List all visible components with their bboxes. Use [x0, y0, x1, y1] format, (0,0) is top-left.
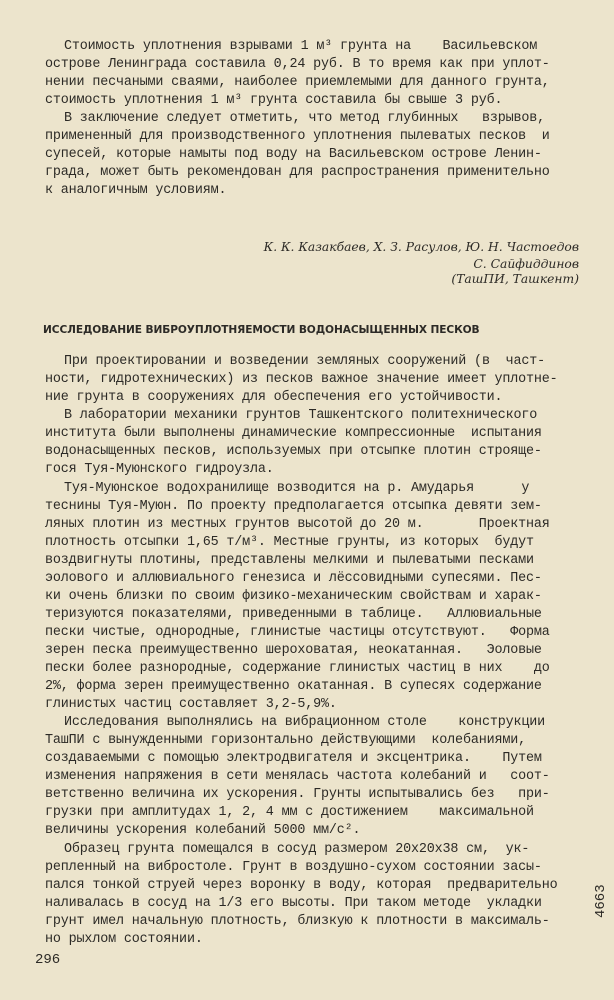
- text-line: зерен песка преимущественно шероховатая, неокатанная. Эоловые: [45, 643, 542, 658]
- text-line: института были выполнены динамические компрессионные испытания: [45, 426, 542, 441]
- text-line: гося Туя-Муюнского гидроузла.: [45, 462, 274, 477]
- text-line: ки очень близки по своим физико-механическим свойствам и харак-: [45, 589, 542, 604]
- text-line: наливалась в сосуд на 1/3 его высоты. При таком методе укладки: [45, 896, 542, 911]
- text-line: острове Ленинграда составила 0,24 руб. В то время как при уплот-: [45, 57, 550, 72]
- text-line: водонасыщенных песков, используемых при отсыпке плотин строяще-: [45, 444, 542, 459]
- text-line: воздвигнуты плотины, представлены мелкими и пылеватыми песками: [45, 553, 534, 568]
- text-line: Стоимость уплотнения взрывами 1 м³ грунта на Васильевском: [64, 39, 538, 54]
- page-number: 296: [35, 952, 61, 968]
- article-title: ИССЛЕДОВАНИЕ ВИБРОУПЛОТНЯЕМОСТИ ВОДОНАСЫЩЕННЫХ ПЕСКОВ: [43, 324, 480, 336]
- text-line: величины ускорения колебаний 5000 мм/с².: [45, 823, 361, 838]
- text-line: эолового и аллювиального генезиса и лёссовидными супесями. Пес-: [45, 571, 542, 586]
- text-line: пался тонкой струей через воронку в воду, которая предварительно: [45, 878, 558, 893]
- text-line: супесей, которые намыты под воду на Васильевском острове Ленин-: [45, 147, 542, 162]
- text-line: града, может быть рекомендован для распространения применительно: [45, 165, 550, 180]
- text-line: ветственно величина их ускорения. Грунты испытывались без при-: [45, 787, 550, 802]
- text-line: репленный на вибростоле. Грунт в воздушно-сухом состоянии засы-: [45, 860, 542, 875]
- text-line: ТашПИ с вынужденными горизонтально действующими колебаниями,: [45, 733, 527, 748]
- text-line: теризуются показателями, приведенными в таблице. Аллювиальные: [45, 607, 542, 622]
- text-line: стоимость уплотнения 1 м³ грунта составила бы свыше 3 руб.: [45, 93, 503, 108]
- archive-number: [593, 866, 609, 918]
- author-names: К. К. Казакбаев, Х. З. Расулов, Ю. Н. Частоедов: [263, 240, 579, 254]
- affiliation: (ТашПИ, Ташкент): [451, 272, 579, 286]
- text-line: создаваемыми с помощью электродвигателя и эксцентрика. Путем: [45, 751, 542, 766]
- text-line: примененный для производственного уплотнения пылеватых песков и: [45, 129, 550, 144]
- text-line: плотность отсыпки 1,65 т/м³. Местные грунты, из которых будут: [45, 535, 534, 550]
- text-line: Исследования выполнялись на вибрационном столе конструкции: [64, 715, 546, 730]
- text-line: грузки при амплитудах 1, 2, 4 мм с достижением максимальной: [45, 805, 534, 820]
- author-names: С. Сайфиддинов: [473, 257, 579, 271]
- text-line: глинистых частиц составляет 3,2-5,9%.: [45, 697, 337, 712]
- text-line: При проектировании и возведении земляных сооружений (в част-: [64, 354, 546, 369]
- text-line: к аналогичным условиям.: [45, 183, 227, 198]
- text-line: В заключение следует отметить, что метод глубинных взрывов,: [64, 111, 546, 126]
- text-line: В лаборатории механики грунтов Ташкентского политехнического: [64, 408, 538, 423]
- text-line: ляных плотин из местных грунтов высотой до 20 м. Проектная: [45, 517, 550, 532]
- text-line: ности, гидротехнических) из песков важное значение имеет уплотне-: [45, 372, 558, 387]
- text-line: Образец грунта помещался в сосуд размером 20х20х38 см, ук-: [64, 842, 530, 857]
- text-line: но рыхлом состоянии.: [45, 932, 203, 947]
- text-line: пески чистые, однородные, глинистые частицы отсутствуют. Форма: [45, 625, 550, 640]
- text-line: Туя-Муюнское водохранилище возводится на р. Амударья у: [64, 481, 530, 496]
- text-line: ние грунта в сооружениях для обеспечения его устойчивости.: [45, 390, 503, 405]
- text-line: пески более разнородные, содержание глинистых частиц в них до: [45, 661, 550, 676]
- text-line: грунт имел начальную плотность, близкую к плотности в максималь-: [45, 914, 550, 929]
- text-line: теснины Туя-Муюн. По проекту предполагается отсыпка девяти зем-: [45, 499, 542, 514]
- text-line: изменения напряжения в сети менялась частота колебаний и соот-: [45, 769, 550, 784]
- text-line: нении песчаными сваями, наиболее приемлемыми для данного грунта,: [45, 75, 550, 90]
- archive-number-text: 4663: [593, 884, 609, 918]
- text-line: 2%, форма зерен преимущественно окатанная. В супесях содержание: [45, 679, 542, 694]
